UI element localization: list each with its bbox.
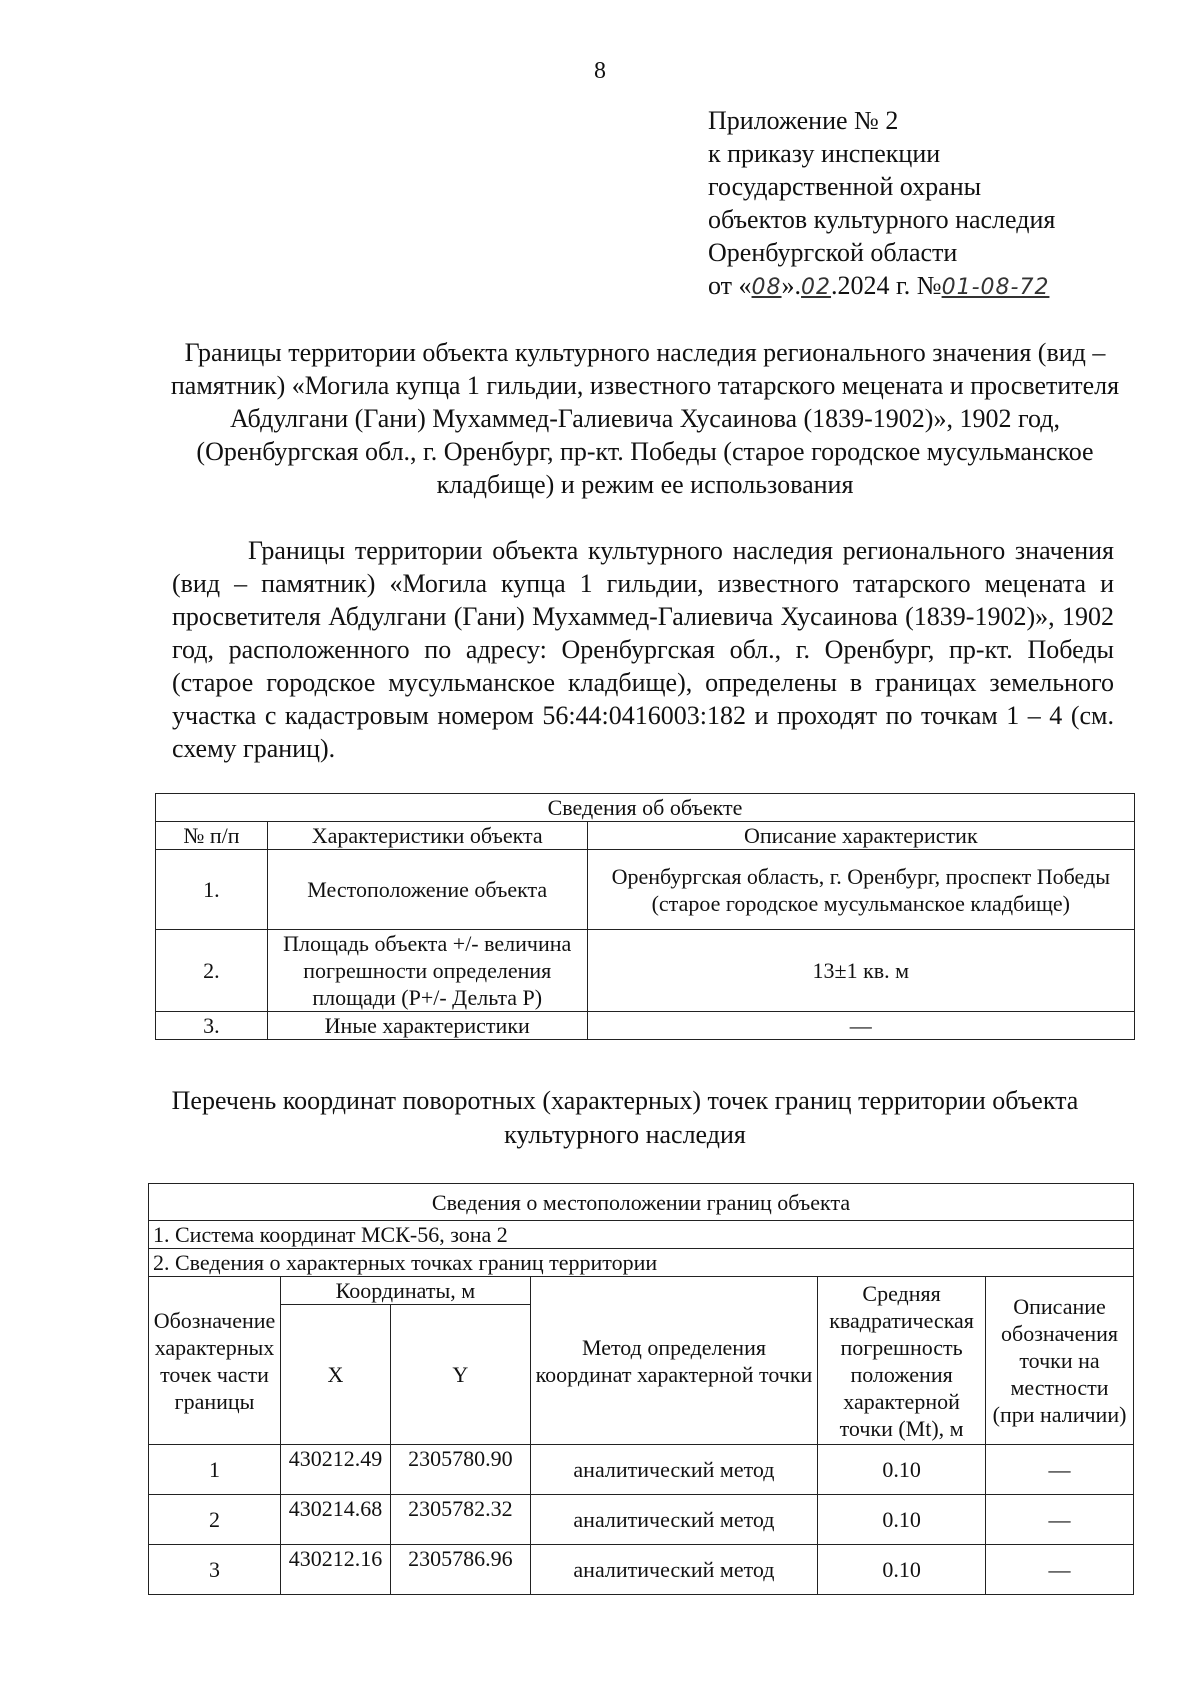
table-cell: 2305780.90 xyxy=(390,1445,530,1495)
table-cell: 2 xyxy=(149,1495,281,1545)
table-cell: — xyxy=(587,1012,1134,1040)
table-header: Характеристики объекта xyxy=(267,822,587,850)
column-header: Описание обозначения точки на местности (при наличии) xyxy=(986,1277,1134,1445)
table-header: № п/п xyxy=(156,822,268,850)
column-header: Метод определения координат характерной точки xyxy=(530,1277,817,1445)
table-header: Описание характеристик xyxy=(587,822,1134,850)
table-cell: аналитический метод xyxy=(530,1495,817,1545)
table-cell: 0.10 xyxy=(818,1445,986,1495)
table-cell: — xyxy=(986,1495,1134,1545)
date-prefix: от « xyxy=(708,271,752,300)
handwritten-order-number: 01-08-72 xyxy=(941,275,1050,300)
table-cell: Местоположение объекта xyxy=(267,850,587,930)
appendix-line: государственной охраны xyxy=(708,172,982,201)
table-cell: 3 xyxy=(149,1545,281,1595)
table-caption: Сведения об объекте xyxy=(156,794,1135,822)
coordinates-section-title: Перечень координат поворотных (характерных) точек границ территории объекта культурного наследия xyxy=(171,1086,1079,1149)
object-info-table xyxy=(155,793,1135,1040)
table-cell: 3. xyxy=(156,1012,268,1040)
appendix-header xyxy=(708,104,1055,304)
table-caption: Сведения о местоположении границ объекта xyxy=(149,1184,1134,1221)
table-cell: 0.10 xyxy=(818,1495,986,1545)
appendix-line: объектов культурного наследия xyxy=(708,205,1056,234)
table-cell: 1. xyxy=(156,850,268,930)
table-cell: 1 xyxy=(149,1445,281,1495)
table-cell: 430212.16 xyxy=(280,1545,390,1595)
body-paragraph: Границы территории объекта культурного наследия регионального значения (вид – памятник) «Могила купца 1 гильдии, известного татарского мецената и просветителя Абдулгани (Гани) Мухаммед-Галиевича Хусаинова (1839-1902)», 1902 год, расположенного по адресу: Оренбургская обл., г. Оренбург, пр-кт. Победы (старое городское мусульманское кладбище), определены в границах земельного участка с кадастровым номером 56:44:0416003:182 и проходят по точкам 1 – 4 (см. схему границ). xyxy=(172,536,1114,763)
table-cell: Оренбургская область, г. Оренбург, проспект Победы (старое городское мусульманское кладбище) xyxy=(587,850,1134,930)
handwritten-day: 08 xyxy=(751,275,782,300)
table-cell: — xyxy=(986,1445,1134,1495)
coordinates-table xyxy=(148,1183,1134,1595)
appendix-line: Приложение № 2 xyxy=(708,106,899,135)
column-header: X xyxy=(280,1305,390,1445)
points-info-header: 2. Сведения о характерных точках границ территории xyxy=(149,1249,1134,1277)
table-cell: 13±1 кв. м xyxy=(587,930,1134,1012)
order-date-line xyxy=(708,269,1055,304)
table-cell: аналитический метод xyxy=(530,1445,817,1495)
table-cell: 0.10 xyxy=(818,1545,986,1595)
page-number: 8 xyxy=(594,58,606,84)
document-title: Границы территории объекта культурного наследия регионального значения (вид – памятник) «Могила купца 1 гильдии, известного татарского мецената и просветителя Абдулгани (Гани) Мухаммед-Галиевича Хусаинова (1839-1902)», 1902 год, (Оренбургская обл., г. Оренбург, пр-кт. Победы (старое городское мусульманское кладбище) и режим ее использования xyxy=(170,338,1120,499)
table-cell: Площадь объекта +/- величина погрешности определения площади (P+/- Дельта P) xyxy=(267,930,587,1012)
column-header: Y xyxy=(390,1305,530,1445)
appendix-line: Оренбургской области xyxy=(708,238,958,267)
column-header: Координаты, м xyxy=(280,1277,530,1305)
table-cell: 2305782.32 xyxy=(390,1495,530,1545)
table-cell: Иные характеристики xyxy=(267,1012,587,1040)
table-cell: 2. xyxy=(156,930,268,1012)
handwritten-month: 02 xyxy=(801,275,832,300)
appendix-line: к приказу инспекции xyxy=(708,139,941,168)
table-cell: — xyxy=(986,1545,1134,1595)
table-cell: аналитический метод xyxy=(530,1545,817,1595)
table-cell: 430214.68 xyxy=(280,1495,390,1545)
coordinate-system: 1. Система координат МСК-56, зона 2 xyxy=(149,1221,1134,1249)
column-header: Средняя квадратическая погрешность положения характерной точки (Mt), м xyxy=(818,1277,986,1445)
date-mid: ». xyxy=(781,271,802,300)
table-cell: 2305786.96 xyxy=(390,1545,530,1595)
table-cell: 430212.49 xyxy=(280,1445,390,1495)
date-suffix: .2024 г. № xyxy=(831,271,942,300)
column-header: Обозначение характерных точек части границы xyxy=(149,1277,281,1445)
